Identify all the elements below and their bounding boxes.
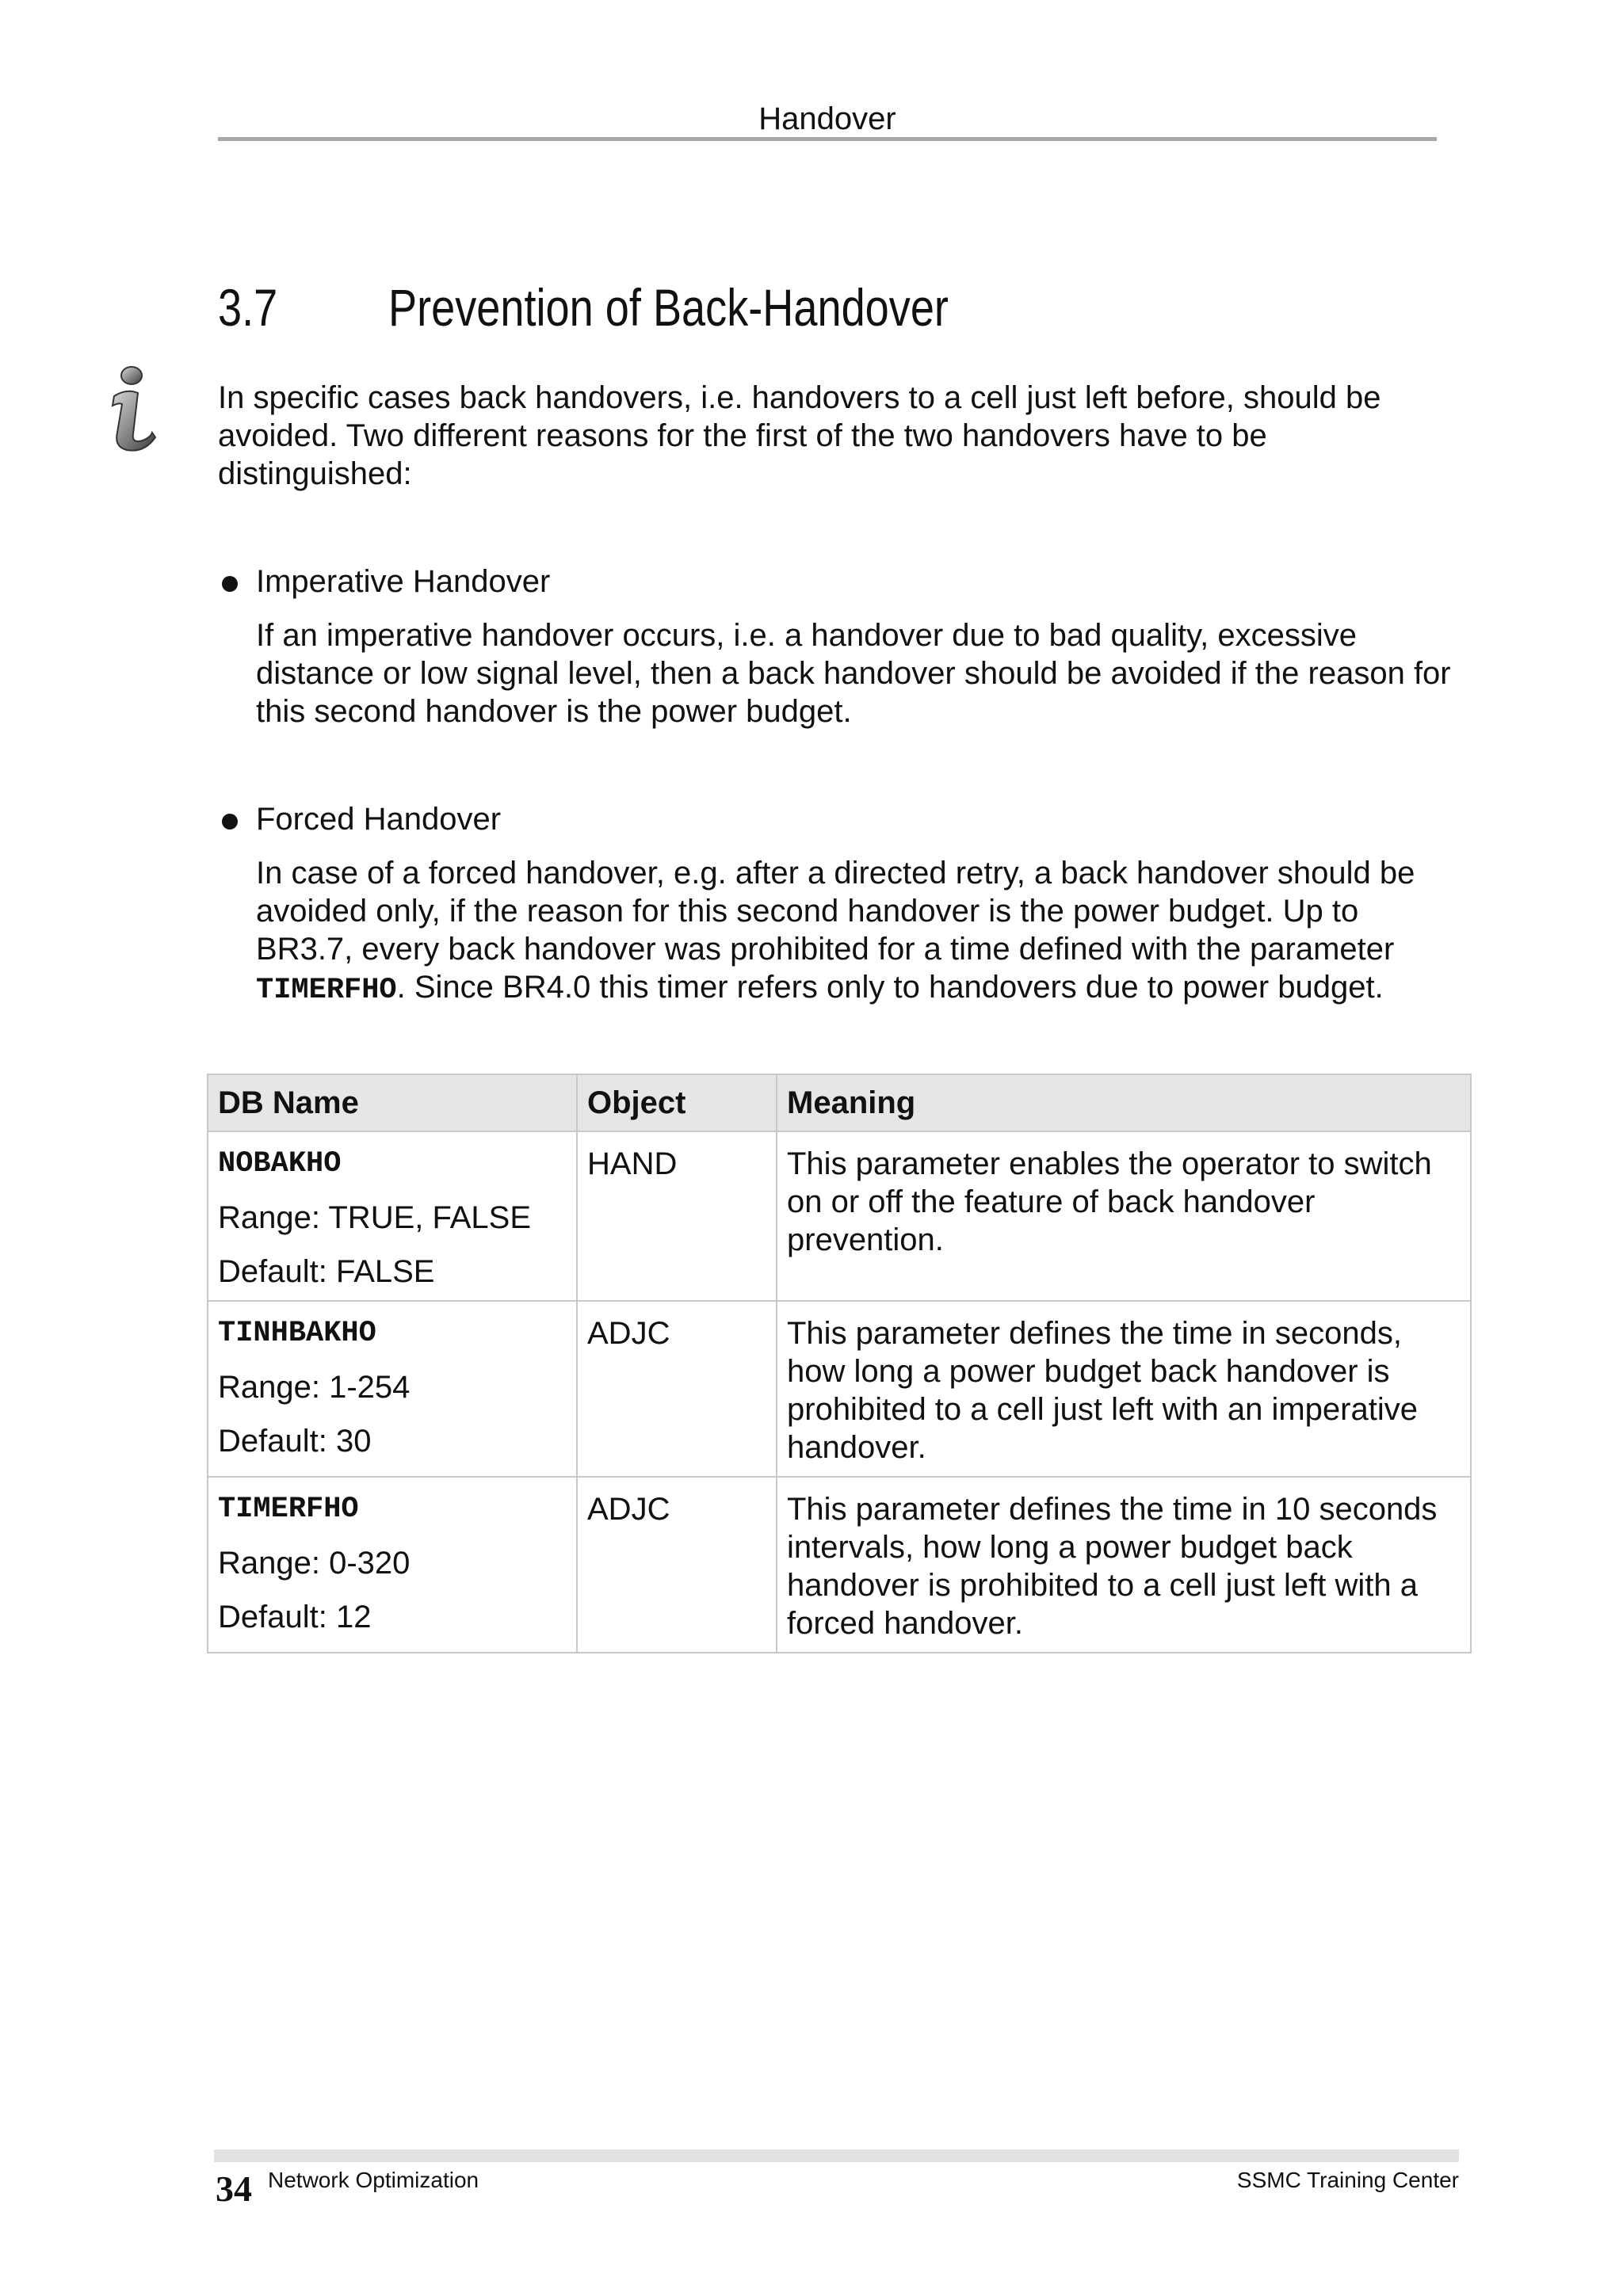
- bullet-title-forced: Forced Handover: [256, 802, 502, 837]
- bullet-text-forced: [256, 854, 1461, 1009]
- header-db-name: DB Name: [208, 1074, 577, 1131]
- db-default: Default: FALSE: [218, 1254, 435, 1289]
- bullet-title-imperative: Imperative Handover: [256, 564, 551, 599]
- object-cell: [577, 1477, 777, 1653]
- header-object: Object: [577, 1074, 777, 1131]
- table-row: [208, 1477, 1471, 1653]
- db-name-cell: [208, 1131, 577, 1301]
- table-row: [208, 1301, 1471, 1477]
- section-title: Prevention of Back-Handover: [388, 278, 949, 337]
- table-header-row: [208, 1074, 1471, 1131]
- bullet-text-imperative: If an imperative handover occurs, i.e. a handover due to bad quality, excessive distance or low signal level, then a back handover should be avoided if the reason for this second handover is the power budget.: [256, 618, 1451, 729]
- forced-text-before: In case of a forced handover, e.g. after a directed retry, a back handover should be avoided only, if the reason for this second handover is the power budget. Up to BR3.7, every back handover was prohibited for a time defined with the parameter: [256, 856, 1415, 967]
- info-icon: [103, 364, 158, 456]
- object-cell: [577, 1131, 777, 1301]
- object-value: ADJC: [587, 1316, 670, 1351]
- db-default: Default: 12: [218, 1600, 372, 1634]
- meaning-value: This parameter defines the time in 10 seconds intervals, how long a power budget back handover is prohibited to a cell just left with a forced handover.: [787, 1492, 1438, 1641]
- meaning-value: This parameter defines the time in seconds, how long a power budget back handover is prohibited to a cell just left with an imperative handover.: [787, 1316, 1418, 1465]
- parameter-table: [207, 1074, 1472, 1653]
- meaning-cell: [777, 1477, 1471, 1653]
- db-name: TIMERFHO: [218, 1493, 359, 1526]
- meaning-cell: [777, 1301, 1471, 1477]
- meaning-value: This parameter enables the operator to switch on or off the feature of back handover prevention.: [787, 1146, 1432, 1257]
- db-name: NOBAKHO: [218, 1147, 342, 1180]
- db-default: Default: 30: [218, 1424, 372, 1459]
- header-meaning: Meaning: [777, 1074, 1471, 1131]
- object-value: HAND: [587, 1146, 678, 1181]
- forced-text-after: . Since BR4.0 this timer refers only to handovers due to power budget.: [396, 970, 1384, 1005]
- bullet-dot: [222, 576, 238, 592]
- intro-paragraph: In specific cases back handovers, i.e. handovers to a cell just left before, should be avoided. Two different reasons for the first of the two handovers have to be distinguished:: [218, 380, 1381, 491]
- footer-left-text: Network Optimization: [268, 2168, 479, 2192]
- section-number: 3.7: [218, 278, 278, 337]
- db-name: TINHBAKHO: [218, 1317, 376, 1350]
- page-number: 34: [216, 2168, 252, 2209]
- forced-param: TIMERFHO: [256, 974, 397, 1007]
- db-range: Range: 0-320: [218, 1546, 411, 1581]
- footer-right-text: SSMC Training Center: [1236, 2168, 1459, 2192]
- object-value: ADJC: [587, 1492, 670, 1527]
- db-range: Range: 1-254: [218, 1370, 411, 1405]
- db-range: Range: TRUE, FALSE: [218, 1200, 531, 1235]
- db-name-cell: [208, 1477, 577, 1653]
- object-cell: [577, 1301, 777, 1477]
- meaning-cell: [777, 1131, 1471, 1301]
- header-rule: [218, 137, 1437, 141]
- table-row: [208, 1131, 1471, 1301]
- page-header-title: Handover: [758, 101, 896, 136]
- db-name-cell: [208, 1301, 577, 1477]
- bullet-dot: [222, 814, 238, 830]
- footer-rule: [214, 2149, 1459, 2162]
